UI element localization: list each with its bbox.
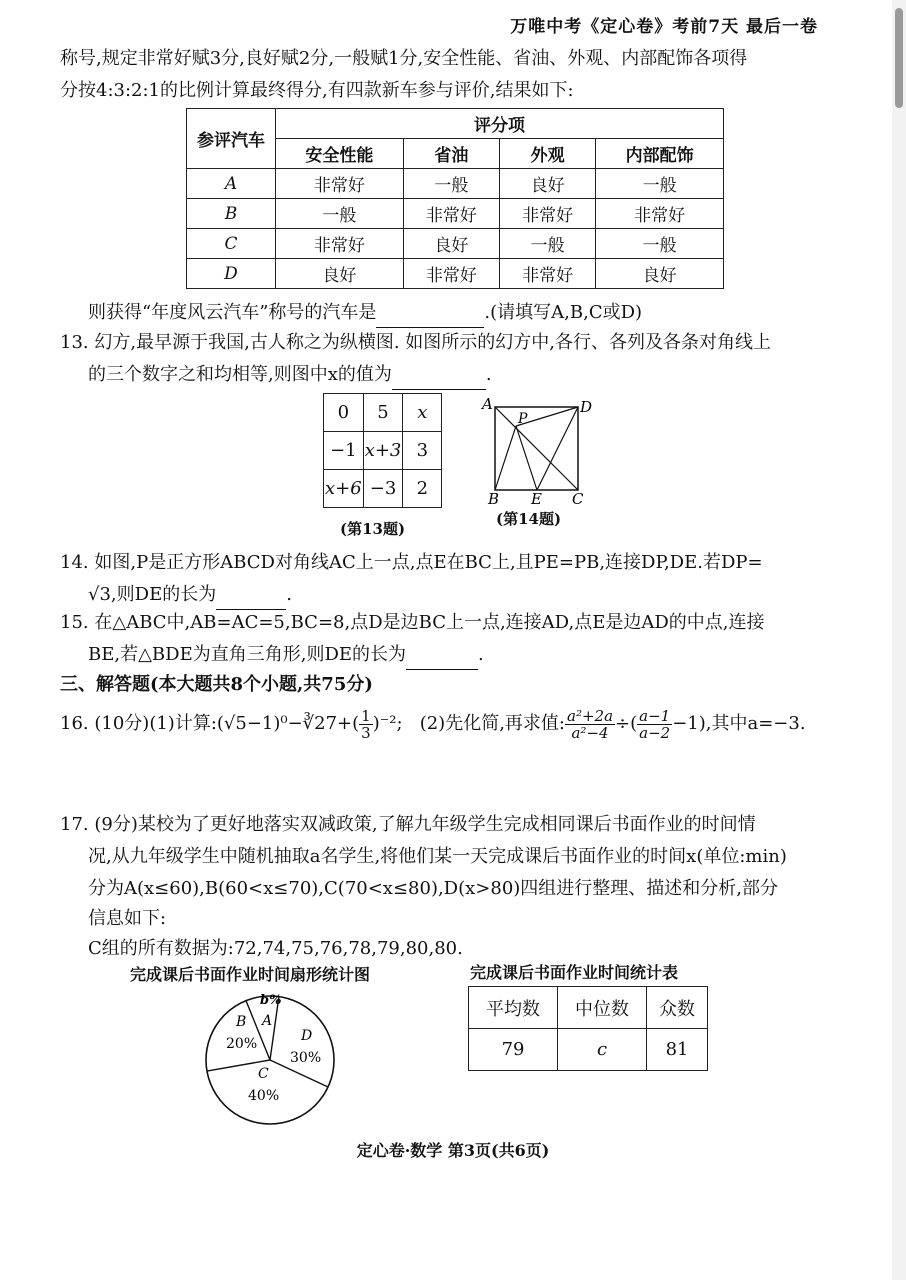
pie-label-b-value: 20%: [226, 1036, 258, 1052]
q13-text2: 的三个数字之和均相等,则图中x的值为: [88, 364, 392, 385]
q14-line2: √3,则DE的长为 .: [88, 580, 292, 610]
q15-text1: 在△ABC中,AB=AC=5,BC=8,点D是边BC上一点,连接AD,点E是边AD的中点,连接: [94, 612, 765, 633]
stats-title: 完成课后书面作业时间统计表: [470, 963, 679, 982]
rating-cell: 非常好: [403, 259, 499, 289]
rating-cell: 一般: [596, 169, 724, 199]
q14-line1: [60, 548, 763, 578]
fraction: [359, 708, 373, 741]
magic-cell: 3: [403, 432, 442, 470]
rating-cell: 良好: [596, 259, 724, 289]
q12-line2: 分按4:3:2:1的比例计算最终得分,有四款新车参与评价,结果如下:: [60, 80, 574, 101]
question-number: 14.: [60, 552, 89, 573]
rating-cell: 一般: [596, 229, 724, 259]
q14-sqrt: √3: [88, 584, 111, 605]
answer-blank[interactable]: [406, 649, 478, 670]
q17-line5: C组的所有数据为:72,74,75,76,78,79,80,80.: [88, 938, 463, 959]
q12-answer: [88, 298, 642, 328]
rating-cell: 非常好: [403, 199, 499, 229]
table-row: [187, 169, 724, 199]
q16-divide: ÷(: [615, 713, 638, 734]
page-footer: 定心卷·数学 第3页(共6页): [356, 1141, 550, 1160]
rating-cell: 非常好: [276, 169, 404, 199]
magic-square: [323, 393, 442, 508]
q15-text2: BE,若△BDE为直角三角形,则DE的长为: [88, 644, 407, 665]
magic-cell: x+3: [363, 432, 403, 470]
q15-line1: [60, 608, 765, 638]
q17-text1: (9分)某校为了更好地落实双减政策,了解九年级学生完成相同课后书面作业的时间情: [94, 814, 756, 835]
table-row: [469, 1029, 708, 1071]
q16-line: [60, 706, 806, 742]
rating-corner: 参评汽车: [187, 109, 276, 169]
q13-line1: [60, 328, 771, 358]
scroll-thumb[interactable]: [895, 8, 903, 108]
question-number: 13.: [60, 332, 89, 353]
rating-cell: 良好: [499, 169, 595, 199]
figure-caption-14: (第14题): [496, 510, 562, 528]
q15-line2: BE,若△BDE为直角三角形,则DE的长为 .: [88, 640, 484, 670]
answer-blank[interactable]: [392, 369, 486, 390]
pie-label-d-value: 30%: [290, 1050, 322, 1066]
q16-part1: (10分)(1)计算:(√5−1)⁰−∛27+(: [94, 713, 360, 734]
rating-car: C: [187, 229, 276, 259]
rating-table: [186, 108, 724, 289]
pie-chart: [200, 990, 340, 1130]
rating-car: D: [187, 259, 276, 289]
frac-num: 1: [361, 706, 371, 725]
table-row: [469, 987, 708, 1029]
label-c: C: [572, 490, 584, 508]
section-heading: 三、解答题(本大题共8个小题,共75分): [60, 674, 373, 695]
magic-cell: −1: [324, 432, 364, 470]
q17-line2: 况,从九年级学生中随机抽取a名学生,将他们某一天完成课后书面作业的时间x(单位:min): [88, 846, 787, 867]
q16-part2: (2)先化简,再求值:: [419, 713, 565, 734]
q13-text1: 幻方,最早源于我国,古人称之为纵横图. 如图所示的幻方中,各行、各列及各条对角线上: [94, 332, 771, 353]
q12-answer-pre: 则获得“年度风云汽车”称号的汽车是: [88, 302, 377, 323]
rating-cell: 非常好: [499, 199, 595, 229]
table-row: [187, 259, 724, 289]
stats-header: 众数: [647, 987, 708, 1029]
stats-table: [468, 986, 708, 1071]
frac-num: a−1: [639, 706, 671, 725]
figure-caption-13: (第13题): [340, 520, 406, 538]
q14-text2: ,则DE的长为: [110, 584, 217, 605]
question-number: 15.: [60, 612, 89, 633]
stats-value: 81: [647, 1029, 708, 1071]
rating-cell: 非常好: [596, 199, 724, 229]
magic-cell: 0: [324, 394, 364, 432]
pie-label-d: D: [301, 1028, 313, 1044]
q14-text1: 如图,P是正方形ABCD对角线AC上一点,点E在BC上,且PE=PB,连接DP,DE.若DP=: [94, 552, 763, 573]
pie-label-c-value: 40%: [248, 1088, 280, 1104]
rating-car: A: [187, 169, 276, 199]
q17-line3: 分为A(x≤60),B(60<x≤70),C(70<x≤80),D(x>80)四组进行整理、描述和分析,部分: [88, 878, 779, 899]
magic-cell: 2: [403, 470, 442, 508]
q17-line1: [60, 810, 756, 840]
q16-part1-end: )⁻²;: [372, 713, 403, 734]
rating-car: B: [187, 199, 276, 229]
question-number: 16.: [60, 713, 89, 734]
answer-blank[interactable]: [216, 589, 286, 610]
label-e: E: [531, 490, 542, 508]
stats-value: 79: [469, 1029, 558, 1071]
label-p: P: [518, 411, 528, 427]
rating-cell: 非常好: [276, 229, 404, 259]
rating-col-header: 外观: [499, 139, 595, 169]
question-number: 17.: [60, 814, 89, 835]
fraction: [637, 708, 672, 741]
q16-part2-end: −1),其中a=−3.: [672, 713, 806, 734]
stats-header: 中位数: [558, 987, 647, 1029]
q12-line1: 称号,规定非常好赋3分,良好赋2分,一般赋1分,安全性能、省油、外观、内部配饰各项得: [60, 48, 748, 69]
rating-group-header: 评分项: [276, 109, 724, 139]
q13-line2: 的三个数字之和均相等,则图中x的值为 .: [88, 360, 492, 390]
table-row: [187, 229, 724, 259]
square-figure: [478, 394, 593, 508]
table-row: [187, 199, 724, 229]
rating-cell: 一般: [499, 229, 595, 259]
fraction: [565, 708, 615, 741]
frac-den: a−2: [639, 723, 671, 742]
rating-col-header: 省油: [403, 139, 499, 169]
page-header: 万唯中考《定心卷》考前7天 最后一卷: [510, 17, 818, 37]
stats-header: 平均数: [469, 987, 558, 1029]
frac-den: a²−4: [571, 723, 609, 742]
pie-label-c: C: [258, 1066, 269, 1082]
pie-label-a: A: [262, 1013, 273, 1029]
segment-de: [537, 407, 578, 490]
answer-blank[interactable]: [376, 307, 484, 328]
pie-title: 完成课后书面作业时间扇形统计图: [130, 965, 371, 984]
segment-pe: [516, 426, 537, 490]
label-b: B: [488, 490, 500, 508]
frac-den: 3: [361, 723, 371, 742]
rating-cell: 一般: [276, 199, 404, 229]
q12-answer-post: .(请填写A,B,C或D): [484, 302, 643, 323]
magic-cell: 5: [363, 394, 403, 432]
rating-cell: 良好: [403, 229, 499, 259]
segment-pb: [495, 426, 516, 490]
rating-col-header: 内部配饰: [596, 139, 724, 169]
pie-label-b: B: [236, 1014, 247, 1030]
label-a: A: [482, 395, 493, 413]
scrollbar[interactable]: [892, 0, 906, 1280]
q17-line4: 信息如下:: [88, 908, 167, 929]
stats-value: c: [558, 1029, 647, 1071]
magic-cell: −3: [363, 470, 403, 508]
magic-cell: x+6: [324, 470, 364, 508]
frac-num: a²+2a: [567, 706, 614, 725]
label-d: D: [580, 398, 593, 416]
rating-cell: 良好: [276, 259, 404, 289]
rating-cell: 非常好: [499, 259, 595, 289]
rating-cell: 一般: [403, 169, 499, 199]
rating-col-header: 安全性能: [276, 139, 404, 169]
magic-cell: x: [403, 394, 442, 432]
pie-label-b-pct: b%: [260, 993, 282, 1008]
